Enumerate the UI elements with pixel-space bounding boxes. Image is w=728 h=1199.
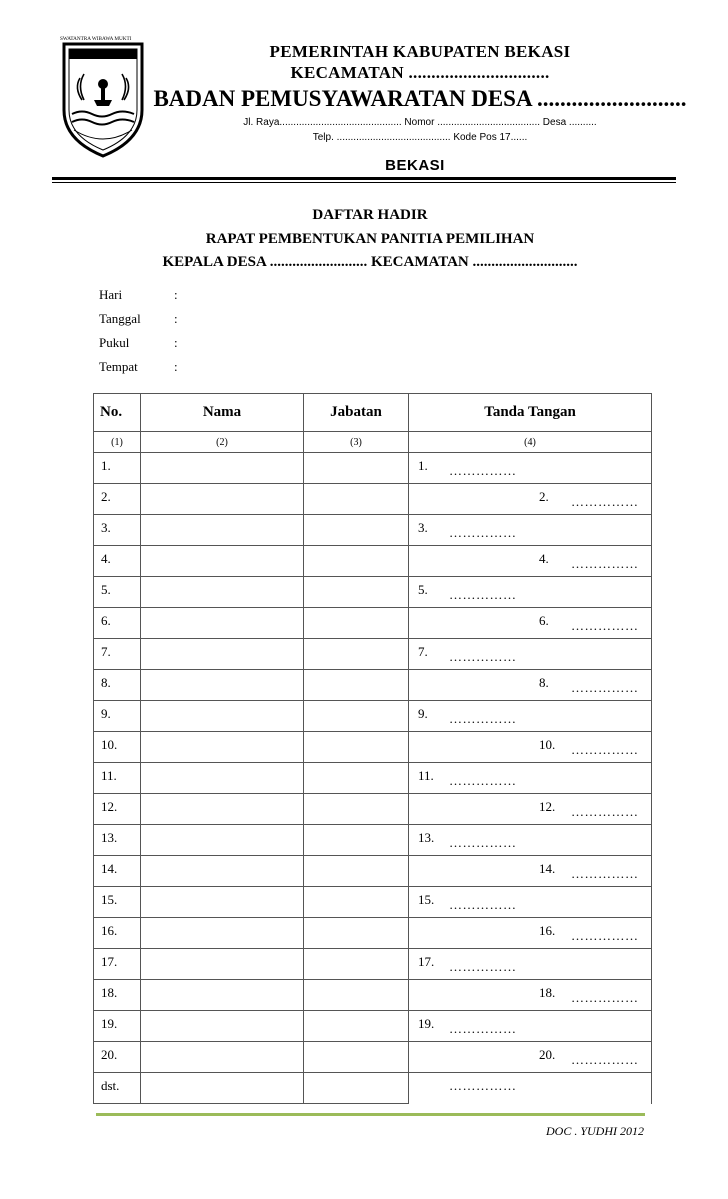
document-title: DAFTAR HADIR	[312, 207, 428, 223]
signature-number: 4.	[539, 551, 549, 566]
signature-number: 17.	[418, 954, 435, 969]
row-nama[interactable]	[141, 484, 304, 515]
row-nama[interactable]	[141, 856, 304, 887]
kabupaten-emblem-logo	[60, 36, 146, 160]
row-nama[interactable]	[141, 577, 304, 608]
signature-number: 10.	[539, 737, 556, 752]
footer-rule	[96, 1113, 645, 1116]
row-nama[interactable]	[141, 1073, 304, 1104]
signature-dotted-line: ……………	[571, 990, 639, 1005]
row-jabatan[interactable]	[304, 484, 409, 515]
subheader-3: (3)	[304, 432, 409, 453]
signature-number: 20.	[539, 1047, 556, 1062]
row-signature[interactable]	[409, 453, 652, 484]
signature-dotted-line: ……………	[571, 1052, 639, 1067]
row-number: 1.	[94, 453, 141, 484]
table-row	[94, 670, 652, 701]
row-signature[interactable]	[409, 825, 652, 856]
row-jabatan[interactable]	[304, 980, 409, 1011]
row-jabatan[interactable]	[304, 608, 409, 639]
row-signature[interactable]	[409, 1011, 652, 1042]
signature-number: 9.	[418, 706, 428, 721]
row-jabatan[interactable]	[304, 670, 409, 701]
table-row	[94, 701, 652, 732]
row-signature[interactable]	[409, 763, 652, 794]
row-jabatan[interactable]	[304, 794, 409, 825]
row-signature[interactable]	[409, 1042, 652, 1073]
header-no: No.	[94, 394, 141, 432]
header-nama: Nama	[141, 394, 304, 432]
info-label: Pukul	[99, 335, 130, 350]
signature-number: 13.	[418, 830, 435, 845]
row-nama[interactable]	[141, 639, 304, 670]
row-number: 10.	[94, 732, 141, 763]
row-jabatan[interactable]	[304, 546, 409, 577]
row-jabatan[interactable]	[304, 1073, 409, 1104]
row-signature[interactable]	[409, 918, 652, 949]
info-label: Hari	[99, 287, 123, 302]
row-signature[interactable]	[409, 608, 652, 639]
row-signature[interactable]	[409, 732, 652, 763]
table-row	[94, 608, 652, 639]
row-number: 3.	[94, 515, 141, 546]
row-signature[interactable]	[409, 949, 652, 980]
row-jabatan[interactable]	[304, 856, 409, 887]
signature-dotted-line: ……………	[449, 897, 517, 912]
table-row	[94, 794, 652, 825]
signature-dotted-line: ……………	[449, 959, 517, 974]
row-signature[interactable]	[409, 1073, 652, 1104]
subheader-1: (1)	[94, 432, 141, 453]
signature-number: 16.	[539, 923, 556, 938]
signature-number: 1.	[418, 458, 428, 473]
signature-dotted-line: ……………	[571, 556, 639, 571]
row-nama[interactable]	[141, 515, 304, 546]
signature-number: 19.	[418, 1016, 435, 1031]
table-row	[94, 1042, 652, 1073]
table-row	[94, 732, 652, 763]
row-number: 13.	[94, 825, 141, 856]
table-row	[94, 856, 652, 887]
signature-number: 15.	[418, 892, 435, 907]
row-signature[interactable]	[409, 980, 652, 1011]
row-nama[interactable]	[141, 1042, 304, 1073]
attendance-table	[93, 393, 652, 1104]
document-subtitle-village: KEPALA DESA .......................... KECAMATAN ............................	[162, 254, 578, 270]
row-number: 4.	[94, 546, 141, 577]
row-number: 5.	[94, 577, 141, 608]
info-colon: :	[174, 359, 178, 374]
row-nama[interactable]	[141, 763, 304, 794]
signature-dotted-line: ……………	[449, 463, 517, 478]
table-row	[94, 980, 652, 1011]
table-row	[94, 484, 652, 515]
row-number: 2.	[94, 484, 141, 515]
row-number: 15.	[94, 887, 141, 918]
row-number: 9.	[94, 701, 141, 732]
info-label: Tempat	[99, 359, 138, 374]
header-tanda-tangan: Tanda Tangan	[409, 394, 652, 432]
info-label: Tanggal	[99, 311, 141, 326]
signature-dotted-line: ……………	[571, 866, 639, 881]
signature-number: 2.	[539, 489, 549, 504]
signature-number: 18.	[539, 985, 556, 1000]
signature-number: 5.	[418, 582, 428, 597]
info-colon: :	[174, 335, 178, 350]
row-number: dst.	[94, 1073, 141, 1104]
row-jabatan[interactable]	[304, 453, 409, 484]
row-jabatan[interactable]	[304, 515, 409, 546]
row-jabatan[interactable]	[304, 918, 409, 949]
row-signature[interactable]	[409, 856, 652, 887]
signature-number: 6.	[539, 613, 549, 628]
row-nama[interactable]	[141, 701, 304, 732]
row-signature[interactable]	[409, 484, 652, 515]
letterhead-rule-thick	[52, 177, 676, 180]
row-nama[interactable]	[141, 670, 304, 701]
letterhead-body-name: BADAN PEMUSYAWARATAN DESA ..........................	[153, 86, 687, 111]
table-row	[94, 763, 652, 794]
row-number: 11.	[94, 763, 141, 794]
row-nama[interactable]	[141, 546, 304, 577]
table-row	[94, 515, 652, 546]
row-jabatan[interactable]	[304, 732, 409, 763]
signature-dotted-line: ……………	[449, 525, 517, 540]
signature-number: 3.	[418, 520, 428, 535]
row-jabatan[interactable]	[304, 949, 409, 980]
row-signature[interactable]	[409, 794, 652, 825]
row-number: 6.	[94, 608, 141, 639]
row-signature[interactable]	[409, 670, 652, 701]
row-jabatan[interactable]	[304, 1042, 409, 1073]
signature-number: 7.	[418, 644, 428, 659]
signature-number: 8.	[539, 675, 549, 690]
row-number: 17.	[94, 949, 141, 980]
row-jabatan[interactable]	[304, 825, 409, 856]
letterhead-address: Jl. Raya............................................ Nomor ..................................... Desa ..........	[243, 117, 597, 128]
signature-dotted-line: ……………	[571, 680, 639, 695]
signature-dotted-line: ……………	[571, 618, 639, 633]
signature-dotted-line: ……………	[449, 1021, 517, 1036]
table-row	[94, 825, 652, 856]
table-row	[94, 639, 652, 670]
table-header-row	[94, 394, 652, 432]
table-row	[94, 949, 652, 980]
row-signature[interactable]	[409, 639, 652, 670]
subheader-2: (2)	[141, 432, 304, 453]
table-subheader-row	[94, 432, 652, 453]
row-jabatan[interactable]	[304, 763, 409, 794]
row-signature[interactable]	[409, 701, 652, 732]
row-signature[interactable]	[409, 546, 652, 577]
row-nama[interactable]	[141, 732, 304, 763]
signature-dotted-line: ……………	[449, 711, 517, 726]
row-nama[interactable]	[141, 825, 304, 856]
row-jabatan[interactable]	[304, 1011, 409, 1042]
row-number: 7.	[94, 639, 141, 670]
table-row	[94, 1011, 652, 1042]
header-jabatan: Jabatan	[304, 394, 409, 432]
row-nama[interactable]	[141, 794, 304, 825]
row-number: 14.	[94, 856, 141, 887]
signature-dotted-line: ……………	[571, 494, 639, 509]
row-number: 20.	[94, 1042, 141, 1073]
signature-dotted-line: ……………	[571, 928, 639, 943]
table-row	[94, 887, 652, 918]
row-number: 12.	[94, 794, 141, 825]
row-nama[interactable]	[141, 453, 304, 484]
signature-dotted-line: ……………	[571, 742, 639, 757]
row-nama[interactable]	[141, 887, 304, 918]
row-nama[interactable]	[141, 918, 304, 949]
signature-number: 14.	[539, 861, 556, 876]
row-number: 8.	[94, 670, 141, 701]
signature-dotted-line: ……………	[449, 649, 517, 664]
row-nama[interactable]	[141, 608, 304, 639]
table-row	[94, 918, 652, 949]
document-subtitle: RAPAT PEMBENTUKAN PANITIA PEMILIHAN	[205, 231, 535, 247]
signature-dotted-line: ……………	[449, 773, 517, 788]
signature-dotted-line: ……………	[571, 804, 639, 819]
letterhead-rule-thin	[52, 182, 676, 183]
letterhead-city: BEKASI	[385, 157, 445, 174]
row-jabatan[interactable]	[304, 887, 409, 918]
letterhead-phone: Telp. ......................................... Kode Pos 17......	[312, 132, 528, 143]
letterhead-government: PEMERINTAH KABUPATEN BEKASI	[269, 42, 571, 61]
row-jabatan[interactable]	[304, 577, 409, 608]
row-number: 16.	[94, 918, 141, 949]
logo-motto: SWATANTRA WIBAWA MUKTI	[60, 36, 132, 42]
row-number: 18.	[94, 980, 141, 1011]
info-colon: :	[174, 287, 178, 302]
subheader-4: (4)	[409, 432, 652, 453]
row-number: 19.	[94, 1011, 141, 1042]
row-nama[interactable]	[141, 980, 304, 1011]
row-nama[interactable]	[141, 1011, 304, 1042]
table-row	[94, 577, 652, 608]
row-nama[interactable]	[141, 949, 304, 980]
signature-number: 12.	[539, 799, 556, 814]
signature-dotted-line: ……………	[449, 587, 517, 602]
letterhead-district: KECAMATAN ...............................	[290, 63, 550, 82]
row-signature[interactable]	[409, 577, 652, 608]
row-jabatan[interactable]	[304, 639, 409, 670]
signature-number: 11.	[418, 768, 434, 783]
row-jabatan[interactable]	[304, 701, 409, 732]
row-signature[interactable]	[409, 887, 652, 918]
footer-doc-label: DOC . YUDHI 2012	[545, 1124, 644, 1138]
table-row	[94, 453, 652, 484]
table-row	[94, 1073, 652, 1104]
row-signature[interactable]	[409, 515, 652, 546]
signature-dotted-line: ……………	[449, 835, 517, 850]
info-colon: :	[174, 311, 178, 326]
table-row	[94, 546, 652, 577]
signature-dotted-line: ……………	[449, 1078, 517, 1093]
